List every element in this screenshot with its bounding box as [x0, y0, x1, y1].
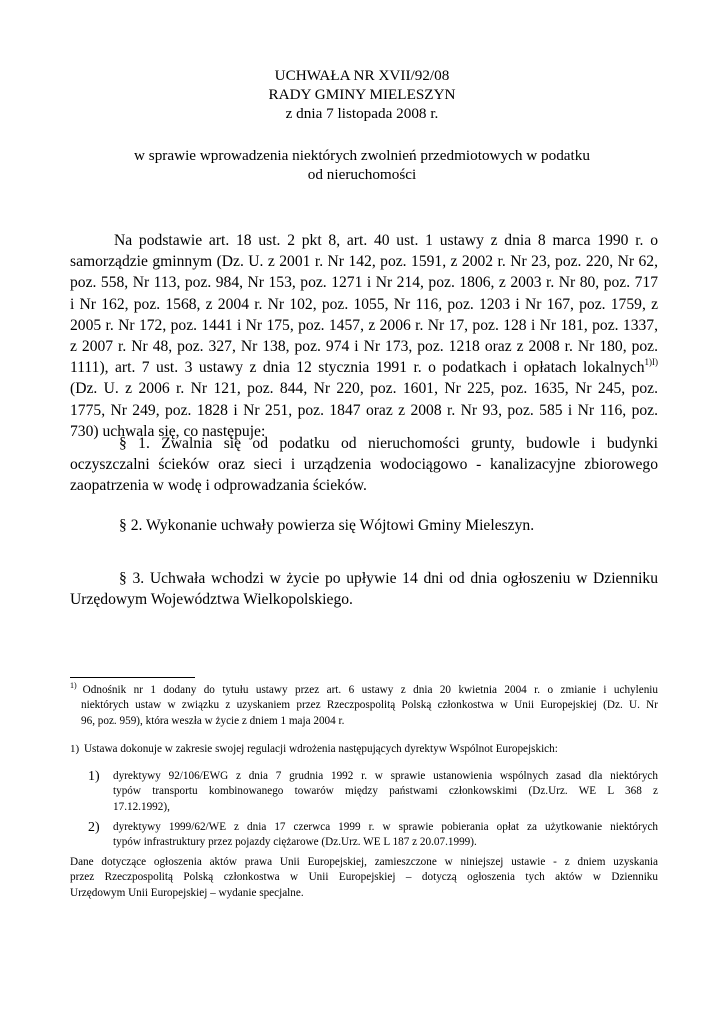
preamble-paragraph [70, 230, 658, 442]
list-number: 2) [88, 820, 100, 835]
footnote-1 [70, 683, 658, 729]
list-line: typów transportu kombinowanego towarów między państwami członkowskimi (Dz.Urz. WE L 368 z [113, 785, 658, 798]
footnote-line: 96, poz. 959), która weszła w życie z dniem 1 maja 2004 r. [81, 714, 345, 727]
section-3 [70, 568, 658, 610]
directive-list-item [88, 820, 658, 851]
footnote-line: Odnośnik nr 1 dodany do tytułu ustawy przez art. 6 ustawy z dnia 20 kwietnia 2004 r. o zmianie i uchyleniu [82, 684, 658, 696]
resolution-date: z dnia 7 listopada 2008 r. [285, 105, 439, 122]
section-2 [70, 515, 658, 536]
footnote-text: Ustawa dokonuje w zakresie swojej regulacji wdrożenia następujących dyrektyw Wspólnot Europejskich: [83, 743, 558, 755]
list-line: dyrektywy 1999/62/WE z dnia 17 czerwca 1999 r. w sprawie pobierania opłat za użytkowanie niektórych [113, 821, 658, 833]
footnote-line: przez Rzeczpospolitą Polską członkostwa w Unii Europejskiej – dotyczą ogłoszenia tych aktów w Dzienniku [70, 871, 658, 884]
footnote-line: Dane dotyczące ogłoszenia aktów prawa Unii Europejskiej, zamieszczone w niniejszej ustawie - z dniem uzyskania [70, 856, 658, 868]
subject-line: w sprawie wprowadzenia niektórych zwolnień przedmiotowych w podatku [134, 147, 590, 164]
section-2-text: § 2. Wykonanie uchwały powierza się Wójtowi Gminy Mieleszyn. [119, 517, 535, 534]
preamble-line: z 2007 r. Nr 48, poz. 327, Nr 138, poz. 974 i Nr 173, poz. 1218 oraz z 2008 r. Nr 180, poz. [70, 337, 658, 355]
footnote-2 [70, 742, 658, 757]
resolution-number: UCHWAŁA NR XVII/92/08 [274, 67, 450, 84]
section-1-line: § 1. Zwalnia się od podatku od nieruchomości grunty, budowle i budynki [119, 435, 658, 452]
list-line: 17.12.1992), [113, 800, 170, 813]
footnote-line: niektórych ustaw w związku z uzyskaniem przez Rzeczpospolitą Polską członkostwa w Unii Europejskiej (Dz. U. Nr [81, 699, 658, 712]
directive-list-item [88, 769, 658, 815]
preamble-line: (Dz. U. z 2006 r. Nr 121, poz. 844, Nr 220, poz. 1601, Nr 225, poz. 1635, Nr 245, poz. [70, 380, 658, 398]
list-number: 1) [88, 769, 100, 784]
preamble-line: 2005 r. Nr 172, poz. 1441 i Nr 175, poz. 1457, z 2006 r. Nr 17, poz. 128 i Nr 181, poz. 1337, [70, 316, 658, 334]
section-1-line: oczyszczalni ścieków oraz sieci i urządzenia wodociągowo - kanalizacyjne zbiorowego [70, 456, 658, 474]
resolution-header [0, 66, 724, 123]
footnote-marker: 1) [70, 681, 77, 690]
preamble-line: poz. 558, Nr 113, poz. 984, Nr 153, poz. 1271 i Nr 214, poz. 1806, z 2003 r. Nr 80, poz. 717 [70, 274, 658, 292]
section-3-line: § 3. Uchwała wchodzi w życie po upływie 14 dni od dnia ogłoszeniu w Dzienniku [119, 570, 658, 587]
footnote-3 [70, 855, 658, 901]
footnote-line: Urzędowym Unii Europejskiej – wydanie specjalne. [70, 886, 304, 899]
preamble-line: samorządzie gminnym (Dz. U. z 2001 r. Nr 142, poz. 1591, z 2002 r. Nr 23, poz. 220, Nr 62, [70, 253, 658, 271]
preamble-line: 1111), art. 7 ust. 3 ustawy z dnia 12 stycznia 1991 r. o podatkach i opłatach lokalnych [70, 359, 645, 377]
section-1 [70, 433, 658, 497]
list-line: typów infrastruktury przez pojazdy ciężarowe (Dz.Urz. WE L 187 z 20.07.1999). [113, 836, 477, 849]
preamble-line: i Nr 162, poz. 1568, z 2004 r. Nr 102, poz. 1055, Nr 116, poz. 1203 i Nr 167, poz. 1759, z [70, 295, 658, 313]
section-1-line: zaopatrzenia w wodę i odprowadzania ścieków. [70, 477, 367, 495]
council-name: RADY GMINY MIELESZYN [268, 86, 456, 103]
list-line: dyrektywy 92/106/EWG z dnia 7 grudnia 1992 r. w sprawie ustanowienia wspólnych zasad dla niektórych [113, 770, 658, 782]
resolution-subject [0, 146, 724, 184]
section-3-line: Urzędowym Województwa Wielkopolskiego. [70, 591, 353, 609]
footnote-reference: 1)I) [644, 357, 658, 368]
footnote-separator [70, 677, 195, 678]
preamble-line: 730) uchwala się, co następuje: [70, 422, 266, 440]
footnote-marker: 1) [70, 743, 80, 755]
subject-line: od nieruchomości [307, 166, 417, 183]
preamble-line: 1775, Nr 249, poz. 1828 i Nr 251, poz. 1847 oraz z 2008 r. Nr 93, poz. 585 i Nr 116, poz. [70, 401, 658, 419]
preamble-line: Na podstawie art. 18 ust. 2 pkt 8, art. 40 ust. 1 ustawy z dnia 8 marca 1990 r. o [114, 232, 658, 249]
